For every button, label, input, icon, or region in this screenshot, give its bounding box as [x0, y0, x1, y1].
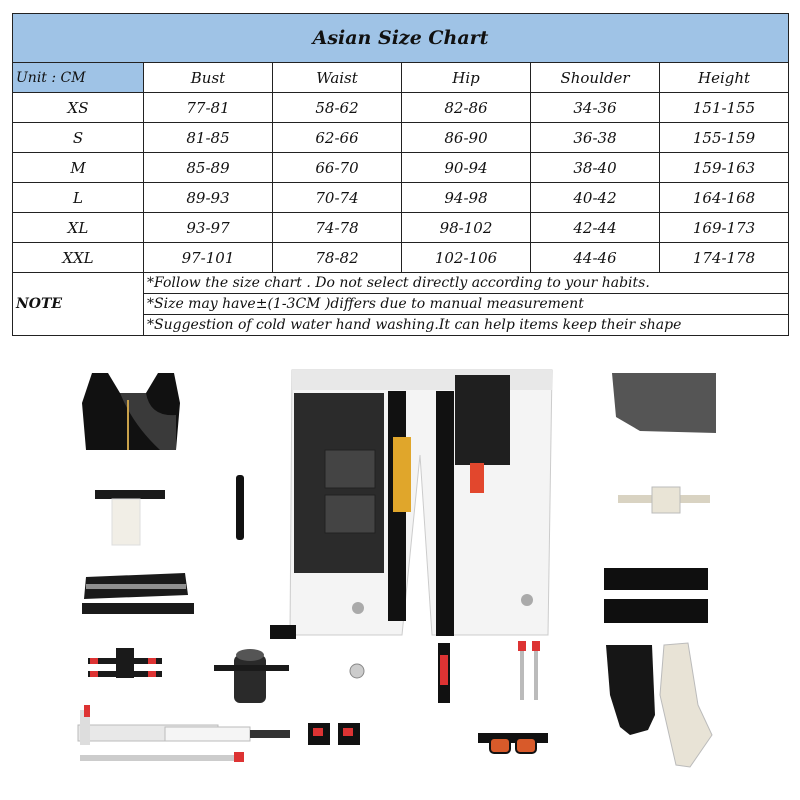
table-row: [13, 93, 789, 123]
chart-title: Asian Size Chart: [13, 14, 789, 63]
sword-prop-image: [78, 705, 290, 762]
table-cell: 82-86: [402, 93, 531, 123]
size-label: S: [13, 123, 144, 153]
table-row: [13, 153, 789, 183]
table-row: [13, 243, 789, 273]
size-label: L: [13, 183, 144, 213]
table-cell: 77-81: [144, 93, 273, 123]
table-cell: 81-85: [144, 123, 273, 153]
table-cell: 155-159: [660, 123, 789, 153]
table-cell: 86-90: [402, 123, 531, 153]
hair-pins-image: [518, 641, 540, 700]
arm-pouch-image: [618, 487, 710, 513]
shorts-image: [270, 370, 552, 703]
table-cell: 102-106: [402, 243, 531, 273]
wrist-cuffs-image: [308, 723, 360, 745]
table-cell: 38-40: [531, 153, 660, 183]
table-cell: 159-163: [660, 153, 789, 183]
note-row: [13, 273, 789, 294]
table-cell: 174-178: [660, 243, 789, 273]
thigh-band-image: [604, 568, 708, 590]
table-cell: 40-42: [531, 183, 660, 213]
header-row: [13, 63, 789, 93]
table-cell: 34-36: [531, 93, 660, 123]
table-row: [13, 213, 789, 243]
note-label: NOTE: [13, 273, 144, 336]
note-text: *Suggestion of cold water hand washing.It can help items keep their shape: [144, 315, 789, 336]
size-label: M: [13, 153, 144, 183]
table-cell: 66-70: [273, 153, 402, 183]
table-cell: 62-66: [273, 123, 402, 153]
knee-pad-image: [214, 649, 289, 703]
size-chart-table: [12, 13, 789, 336]
column-header-bust: Bust: [144, 63, 273, 93]
size-label: XXL: [13, 243, 144, 273]
garter-strap-image: [88, 648, 162, 678]
leg-belt-image: [82, 573, 194, 614]
column-header-height: Height: [660, 63, 789, 93]
column-header-waist: Waist: [273, 63, 402, 93]
table-cell: 78-82: [273, 243, 402, 273]
column-header-shoulder: Shoulder: [531, 63, 660, 93]
column-header-hip: Hip: [402, 63, 531, 93]
crop-top-image: [82, 373, 180, 450]
scarf-image: [612, 373, 716, 433]
table-cell: 93-97: [144, 213, 273, 243]
table-cell: 94-98: [402, 183, 531, 213]
table-cell: 85-89: [144, 153, 273, 183]
badge-image: [350, 664, 364, 678]
goggles-image: [478, 733, 548, 753]
table-row: [13, 183, 789, 213]
note-text: *Size may have±(1-3CM )differs due to manual measurement: [144, 294, 789, 315]
armband-image: [95, 490, 165, 545]
table-cell: 74-78: [273, 213, 402, 243]
table-cell: 36-38: [531, 123, 660, 153]
thigh-band-image: [604, 599, 708, 623]
table-cell: 90-94: [402, 153, 531, 183]
gloves-image: [606, 643, 712, 767]
table-cell: 58-62: [273, 93, 402, 123]
table-cell: 70-74: [273, 183, 402, 213]
stick-prop-image: [236, 475, 244, 540]
note-text: *Follow the size chart . Do not select directly according to your habits.: [144, 273, 789, 294]
table-cell: 44-46: [531, 243, 660, 273]
table-cell: 42-44: [531, 213, 660, 243]
table-cell: 97-101: [144, 243, 273, 273]
unit-label: Unit : CM: [13, 63, 144, 93]
table-cell: 89-93: [144, 183, 273, 213]
costume-product-photo: [0, 355, 800, 800]
table-cell: 169-173: [660, 213, 789, 243]
table-row: [13, 123, 789, 153]
table-cell: 151-155: [660, 93, 789, 123]
table-cell: 164-168: [660, 183, 789, 213]
size-label: XS: [13, 93, 144, 123]
table-cell: 98-102: [402, 213, 531, 243]
size-label: XL: [13, 213, 144, 243]
